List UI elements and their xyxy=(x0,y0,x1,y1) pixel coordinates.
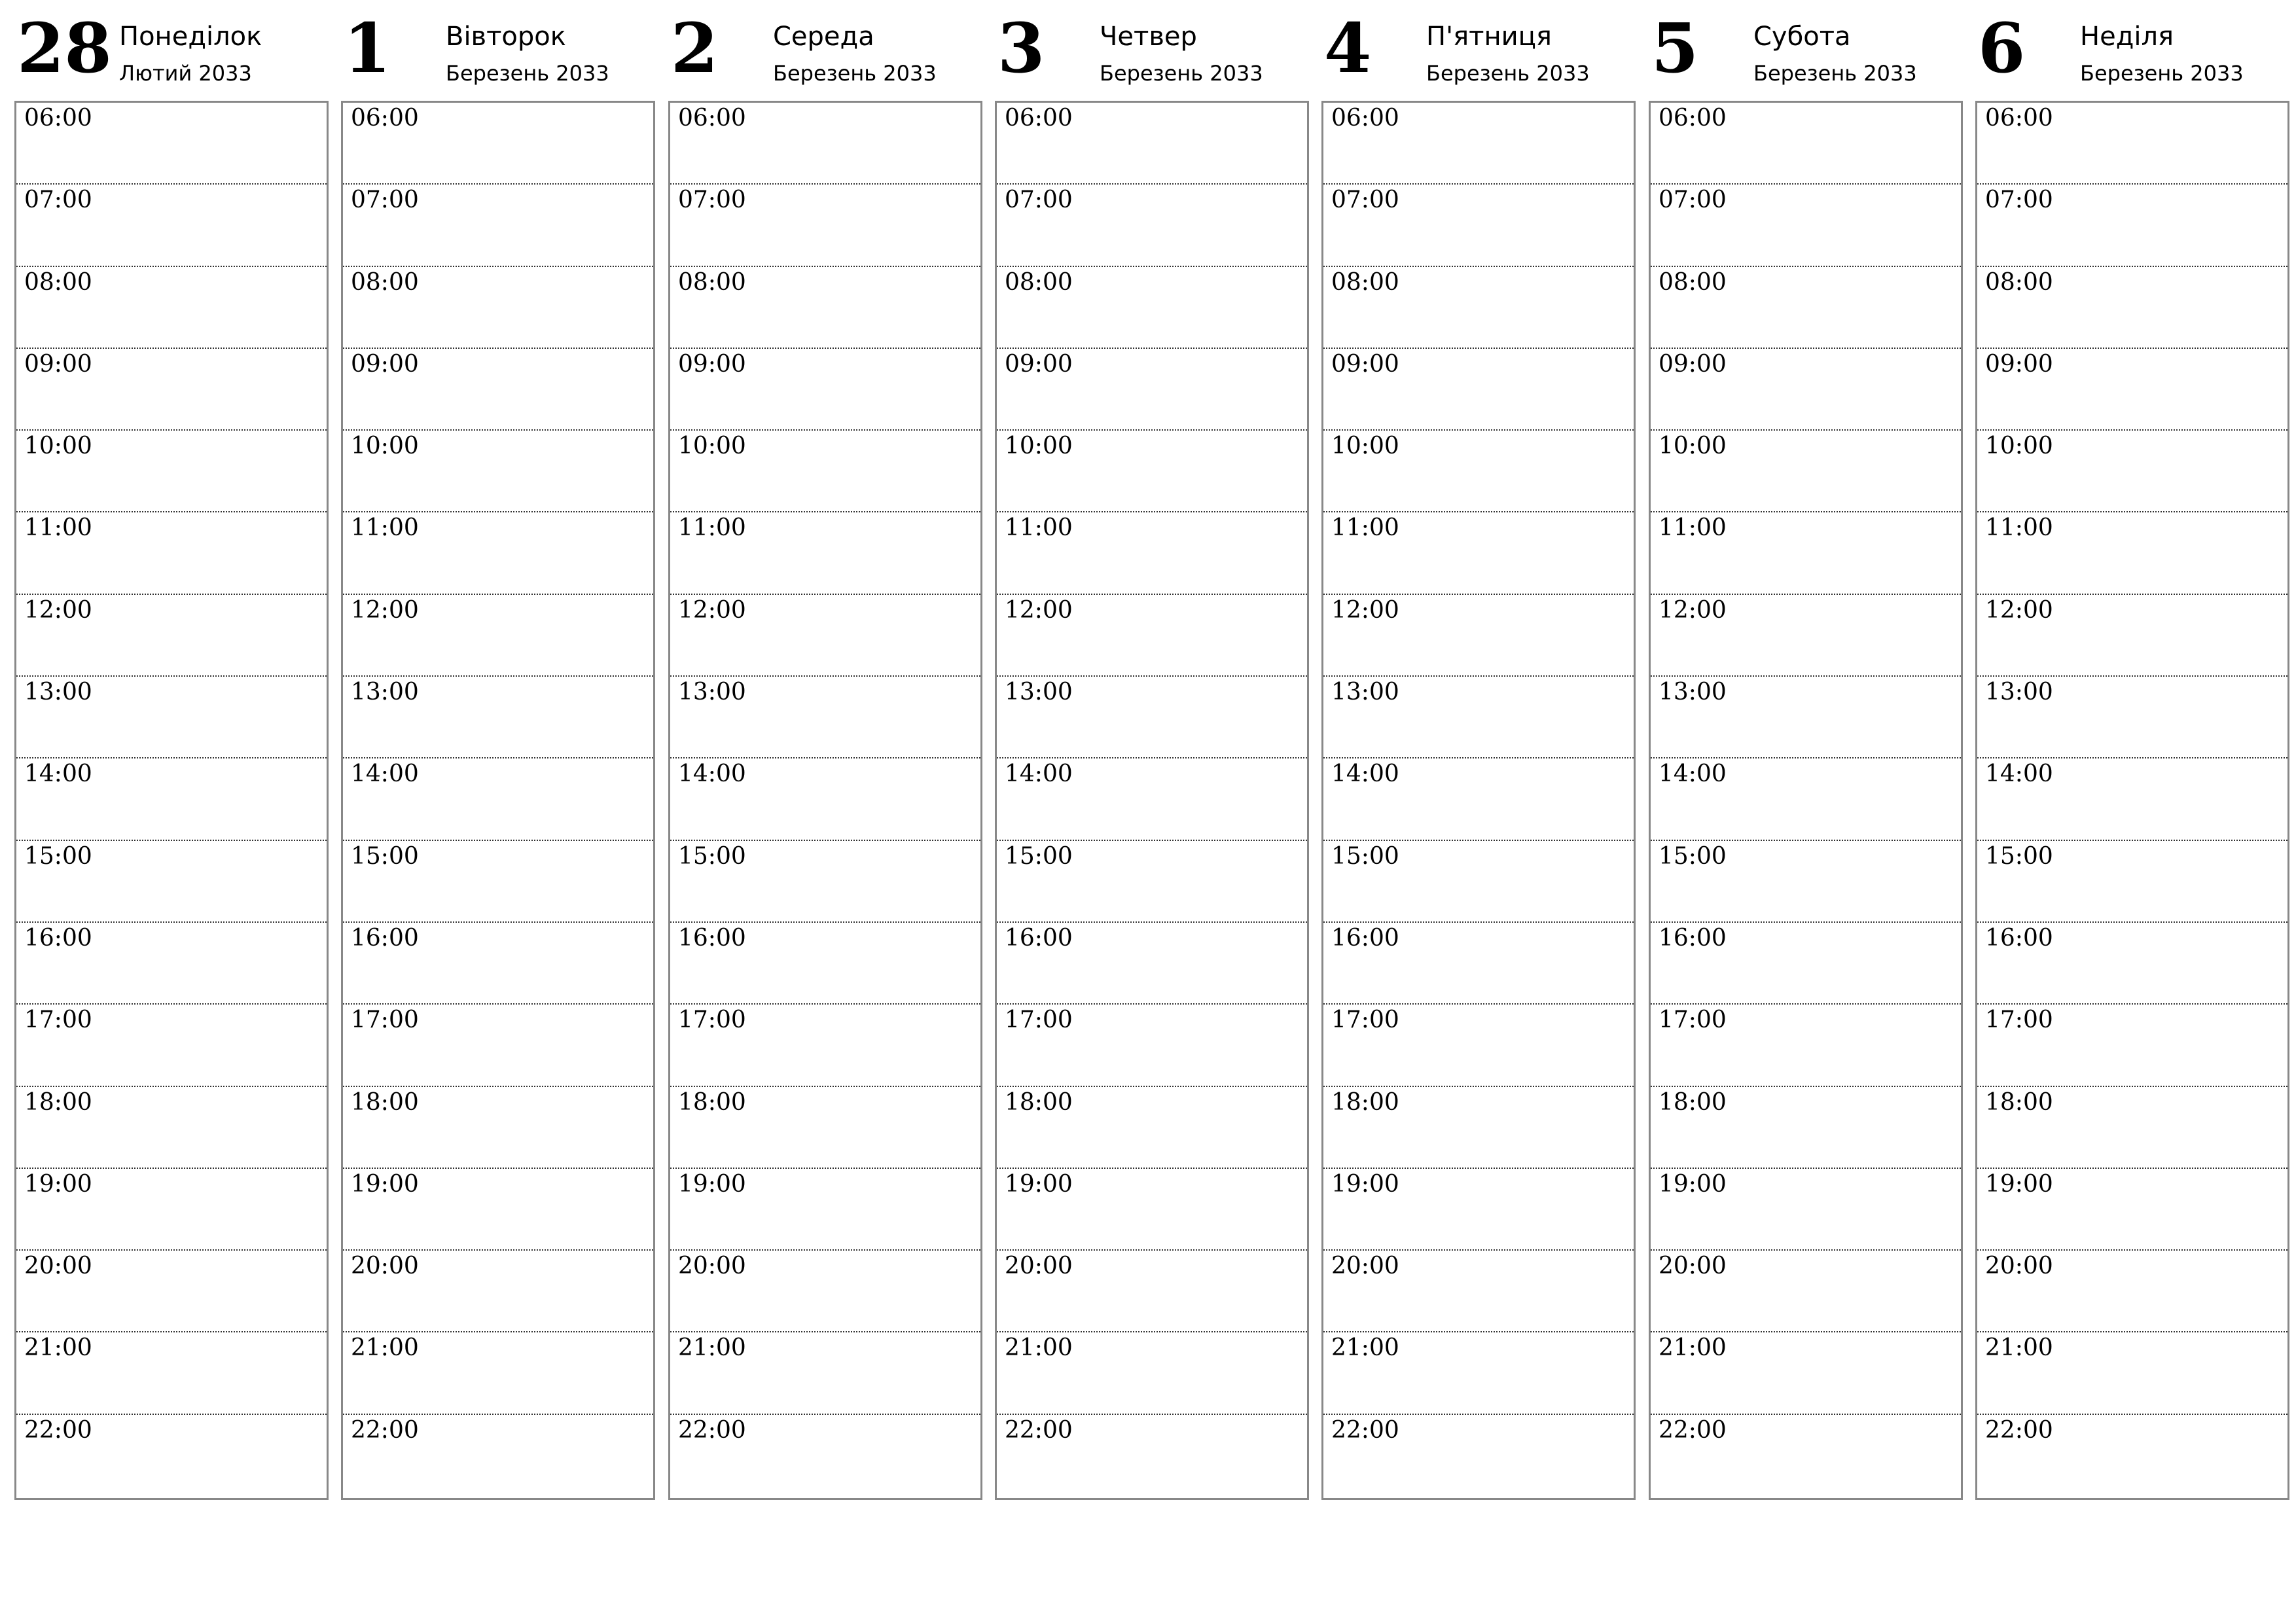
time-label: 11:00 xyxy=(351,514,419,542)
day-header xyxy=(1649,0,1963,98)
time-label: 16:00 xyxy=(1985,924,2053,952)
time-slot[interactable] xyxy=(343,1087,653,1169)
day-header xyxy=(1321,0,1636,98)
time-label: 13:00 xyxy=(1985,679,2053,706)
time-slot[interactable] xyxy=(670,677,980,758)
time-label: 13:00 xyxy=(678,679,746,706)
time-slot[interactable] xyxy=(1651,267,1961,349)
time-slot-box xyxy=(995,101,1309,1500)
time-slot[interactable] xyxy=(16,1169,327,1251)
time-slot[interactable] xyxy=(1977,841,2287,923)
time-slot[interactable] xyxy=(1651,1332,1961,1414)
time-label: 21:00 xyxy=(1659,1334,1727,1362)
time-label: 17:00 xyxy=(351,1007,419,1034)
time-slot[interactable] xyxy=(997,1332,1307,1414)
time-label: 13:00 xyxy=(1659,679,1727,706)
time-label: 10:00 xyxy=(24,433,92,460)
time-label: 08:00 xyxy=(1985,268,2053,296)
time-label: 18:00 xyxy=(1659,1088,1727,1116)
time-label: 06:00 xyxy=(351,105,419,132)
time-label: 19:00 xyxy=(1331,1170,1399,1198)
time-label: 14:00 xyxy=(1005,760,1073,788)
time-slot[interactable] xyxy=(670,841,980,923)
time-label: 14:00 xyxy=(1659,760,1727,788)
time-slot[interactable] xyxy=(1323,923,1634,1005)
time-label: 17:00 xyxy=(1659,1007,1727,1034)
time-label: 22:00 xyxy=(678,1416,746,1444)
day-name: Четвер xyxy=(1100,22,1197,52)
day-month-year: Березень 2033 xyxy=(1753,61,1917,86)
time-label: 18:00 xyxy=(678,1088,746,1116)
time-slot[interactable] xyxy=(997,841,1307,923)
time-slot[interactable] xyxy=(1977,431,2287,512)
time-slot[interactable] xyxy=(997,1415,1307,1497)
time-label: 15:00 xyxy=(351,842,419,870)
time-slot[interactable] xyxy=(343,103,653,185)
time-label: 10:00 xyxy=(1659,433,1727,460)
time-label: 15:00 xyxy=(1005,842,1073,870)
time-label: 18:00 xyxy=(24,1088,92,1116)
time-slot[interactable] xyxy=(16,267,327,349)
time-label: 06:00 xyxy=(1659,105,1727,132)
time-slot[interactable] xyxy=(1323,103,1634,185)
time-label: 10:00 xyxy=(1005,433,1073,460)
day-header xyxy=(1975,0,2289,98)
time-slot[interactable] xyxy=(1977,1169,2287,1251)
time-label: 08:00 xyxy=(351,268,419,296)
time-slot[interactable] xyxy=(1977,1087,2287,1169)
time-label: 17:00 xyxy=(24,1007,92,1034)
time-slot[interactable] xyxy=(343,349,653,431)
time-slot[interactable] xyxy=(1651,349,1961,431)
time-slot[interactable] xyxy=(343,512,653,594)
time-label: 15:00 xyxy=(1331,842,1399,870)
time-slot[interactable] xyxy=(1651,595,1961,677)
time-label: 07:00 xyxy=(351,187,419,214)
time-label: 21:00 xyxy=(678,1334,746,1362)
time-slot[interactable] xyxy=(1977,1005,2287,1086)
time-slot[interactable] xyxy=(1323,595,1634,677)
time-label: 22:00 xyxy=(24,1416,92,1444)
time-label: 07:00 xyxy=(1659,187,1727,214)
time-slot[interactable] xyxy=(1651,1087,1961,1169)
day-column xyxy=(995,0,1309,1505)
time-slot[interactable] xyxy=(343,267,653,349)
time-slot[interactable] xyxy=(343,1332,653,1414)
time-label: 14:00 xyxy=(24,760,92,788)
time-slot[interactable] xyxy=(997,595,1307,677)
time-slot[interactable] xyxy=(997,267,1307,349)
time-label: 08:00 xyxy=(24,268,92,296)
time-label: 15:00 xyxy=(24,842,92,870)
time-label: 16:00 xyxy=(351,924,419,952)
time-label: 12:00 xyxy=(1985,596,2053,624)
time-slot-box xyxy=(1321,101,1636,1500)
time-label: 14:00 xyxy=(1331,760,1399,788)
time-label: 08:00 xyxy=(1659,268,1727,296)
time-label: 17:00 xyxy=(1331,1007,1399,1034)
time-label: 16:00 xyxy=(1659,924,1727,952)
time-label: 10:00 xyxy=(678,433,746,460)
time-slot-box xyxy=(341,101,655,1500)
time-label: 11:00 xyxy=(1659,514,1727,542)
time-slot[interactable] xyxy=(16,1005,327,1086)
time-label: 10:00 xyxy=(351,433,419,460)
time-label: 12:00 xyxy=(1005,596,1073,624)
day-column xyxy=(341,0,655,1505)
time-label: 16:00 xyxy=(24,924,92,952)
time-slot[interactable] xyxy=(670,1251,980,1332)
time-label: 11:00 xyxy=(1985,514,2053,542)
time-label: 08:00 xyxy=(678,268,746,296)
day-number: 2 xyxy=(671,8,719,88)
time-slot[interactable] xyxy=(997,103,1307,185)
time-slot[interactable] xyxy=(670,1005,980,1086)
time-slot[interactable] xyxy=(1977,1415,2287,1497)
time-slot[interactable] xyxy=(997,349,1307,431)
time-slot[interactable] xyxy=(1977,677,2287,758)
time-slot[interactable] xyxy=(16,595,327,677)
day-month-year: Лютий 2033 xyxy=(119,61,252,86)
time-slot[interactable] xyxy=(997,1005,1307,1086)
time-slot[interactable] xyxy=(1323,841,1634,923)
time-slot-box xyxy=(1975,101,2289,1500)
time-slot[interactable] xyxy=(1323,758,1634,840)
time-slot[interactable] xyxy=(16,512,327,594)
time-label: 14:00 xyxy=(1985,760,2053,788)
time-label: 21:00 xyxy=(24,1334,92,1362)
time-slot[interactable] xyxy=(997,923,1307,1005)
time-slot[interactable] xyxy=(670,103,980,185)
day-header xyxy=(14,0,329,98)
time-label: 07:00 xyxy=(1005,187,1073,214)
time-slot[interactable] xyxy=(670,595,980,677)
time-label: 21:00 xyxy=(1331,1334,1399,1362)
time-slot[interactable] xyxy=(16,923,327,1005)
time-label: 18:00 xyxy=(1985,1088,2053,1116)
time-label: 22:00 xyxy=(1659,1416,1727,1444)
time-slot[interactable] xyxy=(343,1169,653,1251)
time-slot[interactable] xyxy=(343,1251,653,1332)
time-slot[interactable] xyxy=(997,1087,1307,1169)
day-header xyxy=(995,0,1309,98)
time-label: 13:00 xyxy=(1331,679,1399,706)
time-label: 09:00 xyxy=(1005,350,1073,378)
time-label: 10:00 xyxy=(1985,433,2053,460)
time-label: 19:00 xyxy=(1005,1170,1073,1198)
time-label: 12:00 xyxy=(1331,596,1399,624)
time-slot[interactable] xyxy=(1323,185,1634,266)
time-slot[interactable] xyxy=(1651,1169,1961,1251)
time-slot[interactable] xyxy=(1651,841,1961,923)
time-slot[interactable] xyxy=(1651,103,1961,185)
time-slot[interactable] xyxy=(343,431,653,512)
time-slot[interactable] xyxy=(997,1169,1307,1251)
time-label: 07:00 xyxy=(1985,187,2053,214)
day-number: 5 xyxy=(1651,8,1699,88)
time-slot[interactable] xyxy=(670,267,980,349)
time-slot[interactable] xyxy=(1651,431,1961,512)
time-label: 11:00 xyxy=(1005,514,1073,542)
day-column xyxy=(1321,0,1636,1505)
time-slot[interactable] xyxy=(1977,1332,2287,1414)
time-label: 15:00 xyxy=(1985,842,2053,870)
time-slot[interactable] xyxy=(670,1332,980,1414)
time-slot[interactable] xyxy=(1977,512,2287,594)
time-label: 07:00 xyxy=(24,187,92,214)
time-slot-box xyxy=(14,101,329,1500)
time-slot[interactable] xyxy=(343,185,653,266)
time-label: 20:00 xyxy=(1005,1253,1073,1280)
time-slot[interactable] xyxy=(1977,185,2287,266)
time-slot[interactable] xyxy=(16,758,327,840)
day-month-year: Березень 2033 xyxy=(446,61,609,86)
day-column xyxy=(668,0,982,1505)
time-slot[interactable] xyxy=(1323,677,1634,758)
day-month-year: Березень 2033 xyxy=(1426,61,1590,86)
time-label: 20:00 xyxy=(678,1253,746,1280)
day-header xyxy=(341,0,655,98)
time-slot[interactable] xyxy=(343,923,653,1005)
time-slot[interactable] xyxy=(1323,1169,1634,1251)
time-label: 10:00 xyxy=(1331,433,1399,460)
time-slot[interactable] xyxy=(1651,185,1961,266)
day-number: 28 xyxy=(17,8,112,88)
time-label: 13:00 xyxy=(1005,679,1073,706)
time-slot[interactable] xyxy=(16,677,327,758)
time-slot[interactable] xyxy=(1651,923,1961,1005)
time-label: 14:00 xyxy=(351,760,419,788)
time-slot[interactable] xyxy=(1651,512,1961,594)
time-slot[interactable] xyxy=(1323,349,1634,431)
time-slot[interactable] xyxy=(1651,1005,1961,1086)
time-label: 19:00 xyxy=(24,1170,92,1198)
time-slot[interactable] xyxy=(670,923,980,1005)
day-name: Субота xyxy=(1753,22,1851,52)
day-number: 4 xyxy=(1324,8,1372,88)
time-label: 16:00 xyxy=(1005,924,1073,952)
time-label: 09:00 xyxy=(1985,350,2053,378)
time-label: 06:00 xyxy=(678,105,746,132)
time-label: 09:00 xyxy=(1659,350,1727,378)
time-slot[interactable] xyxy=(997,185,1307,266)
time-slot[interactable] xyxy=(670,431,980,512)
day-name: Вівторок xyxy=(446,22,566,52)
time-label: 09:00 xyxy=(678,350,746,378)
day-month-year: Березень 2033 xyxy=(2080,61,2244,86)
time-label: 11:00 xyxy=(1331,514,1399,542)
time-slot[interactable] xyxy=(16,1087,327,1169)
time-slot[interactable] xyxy=(1977,595,2287,677)
time-slot[interactable] xyxy=(16,1251,327,1332)
time-slot[interactable] xyxy=(1651,677,1961,758)
day-month-year: Березень 2033 xyxy=(1100,61,1263,86)
time-slot[interactable] xyxy=(16,1332,327,1414)
day-month-year: Березень 2033 xyxy=(773,61,937,86)
time-label: 22:00 xyxy=(1005,1416,1073,1444)
time-slot[interactable] xyxy=(16,103,327,185)
time-label: 22:00 xyxy=(1985,1416,2053,1444)
day-name: Неділя xyxy=(2080,22,2174,52)
time-label: 13:00 xyxy=(24,679,92,706)
day-name: Понеділок xyxy=(119,22,262,52)
time-label: 20:00 xyxy=(1985,1253,2053,1280)
time-label: 11:00 xyxy=(24,514,92,542)
day-column xyxy=(1975,0,2289,1505)
time-slot[interactable] xyxy=(343,677,653,758)
time-slot[interactable] xyxy=(997,758,1307,840)
time-slot[interactable] xyxy=(1651,758,1961,840)
time-slot[interactable] xyxy=(1651,1251,1961,1332)
day-header xyxy=(668,0,982,98)
time-label: 15:00 xyxy=(1659,842,1727,870)
time-slot[interactable] xyxy=(343,841,653,923)
time-slot[interactable] xyxy=(670,185,980,266)
time-label: 21:00 xyxy=(1005,1334,1073,1362)
time-slot[interactable] xyxy=(1977,1251,2287,1332)
time-slot[interactable] xyxy=(343,1005,653,1086)
time-slot[interactable] xyxy=(670,1087,980,1169)
time-slot[interactable] xyxy=(670,758,980,840)
time-label: 06:00 xyxy=(24,105,92,132)
time-slot[interactable] xyxy=(1323,1005,1634,1086)
day-number: 6 xyxy=(1978,8,2026,88)
time-label: 20:00 xyxy=(1659,1253,1727,1280)
time-label: 19:00 xyxy=(1659,1170,1727,1198)
time-slot[interactable] xyxy=(16,1415,327,1497)
time-label: 21:00 xyxy=(1985,1334,2053,1362)
time-label: 17:00 xyxy=(1985,1007,2053,1034)
time-slot[interactable] xyxy=(670,1415,980,1497)
time-label: 17:00 xyxy=(678,1007,746,1034)
time-label: 16:00 xyxy=(678,924,746,952)
time-slot[interactable] xyxy=(997,677,1307,758)
time-slot[interactable] xyxy=(343,595,653,677)
time-label: 11:00 xyxy=(678,514,746,542)
time-label: 09:00 xyxy=(24,350,92,378)
time-label: 06:00 xyxy=(1331,105,1399,132)
time-label: 14:00 xyxy=(678,760,746,788)
time-label: 19:00 xyxy=(678,1170,746,1198)
time-label: 12:00 xyxy=(351,596,419,624)
time-label: 16:00 xyxy=(1331,924,1399,952)
time-slot[interactable] xyxy=(1323,267,1634,349)
time-slot[interactable] xyxy=(343,1415,653,1497)
time-label: 12:00 xyxy=(1659,596,1727,624)
time-label: 12:00 xyxy=(24,596,92,624)
time-slot[interactable] xyxy=(1977,923,2287,1005)
time-label: 15:00 xyxy=(678,842,746,870)
time-slot[interactable] xyxy=(1977,349,2287,431)
time-slot[interactable] xyxy=(1323,431,1634,512)
time-label: 08:00 xyxy=(1005,268,1073,296)
time-label: 20:00 xyxy=(1331,1253,1399,1280)
day-number: 1 xyxy=(344,8,391,88)
day-name: Середа xyxy=(773,22,874,52)
time-slot[interactable] xyxy=(997,512,1307,594)
time-slot[interactable] xyxy=(1651,1415,1961,1497)
time-slot[interactable] xyxy=(16,185,327,266)
time-slot[interactable] xyxy=(670,512,980,594)
time-slot-box xyxy=(1649,101,1963,1500)
time-slot[interactable] xyxy=(1977,267,2287,349)
time-slot[interactable] xyxy=(343,758,653,840)
time-label: 06:00 xyxy=(1005,105,1073,132)
day-number: 3 xyxy=(997,8,1045,88)
time-slot[interactable] xyxy=(16,841,327,923)
time-label: 19:00 xyxy=(1985,1170,2053,1198)
time-label: 12:00 xyxy=(678,596,746,624)
time-label: 20:00 xyxy=(351,1253,419,1280)
time-label: 17:00 xyxy=(1005,1007,1073,1034)
time-label: 18:00 xyxy=(1005,1088,1073,1116)
time-slot[interactable] xyxy=(16,349,327,431)
day-name: П'ятниця xyxy=(1426,22,1552,52)
time-slot[interactable] xyxy=(1323,1087,1634,1169)
time-label: 09:00 xyxy=(351,350,419,378)
time-slot-box xyxy=(668,101,982,1500)
time-slot[interactable] xyxy=(1323,512,1634,594)
time-label: 21:00 xyxy=(351,1334,419,1362)
time-label: 19:00 xyxy=(351,1170,419,1198)
time-label: 20:00 xyxy=(24,1253,92,1280)
time-label: 07:00 xyxy=(678,187,746,214)
time-label: 07:00 xyxy=(1331,187,1399,214)
day-column xyxy=(14,0,329,1505)
time-slot[interactable] xyxy=(997,431,1307,512)
day-column xyxy=(1649,0,1963,1505)
time-slot[interactable] xyxy=(1977,758,2287,840)
time-slot[interactable] xyxy=(1323,1332,1634,1414)
time-slot[interactable] xyxy=(1323,1415,1634,1497)
time-label: 22:00 xyxy=(351,1416,419,1444)
time-slot[interactable] xyxy=(16,431,327,512)
time-slot[interactable] xyxy=(997,1251,1307,1332)
time-label: 06:00 xyxy=(1985,105,2053,132)
time-slot[interactable] xyxy=(1977,103,2287,185)
time-label: 22:00 xyxy=(1331,1416,1399,1444)
time-label: 18:00 xyxy=(351,1088,419,1116)
time-label: 08:00 xyxy=(1331,268,1399,296)
time-slot[interactable] xyxy=(670,349,980,431)
time-label: 13:00 xyxy=(351,679,419,706)
time-slot[interactable] xyxy=(1323,1251,1634,1332)
time-slot[interactable] xyxy=(670,1169,980,1251)
time-label: 18:00 xyxy=(1331,1088,1399,1116)
time-label: 09:00 xyxy=(1331,350,1399,378)
